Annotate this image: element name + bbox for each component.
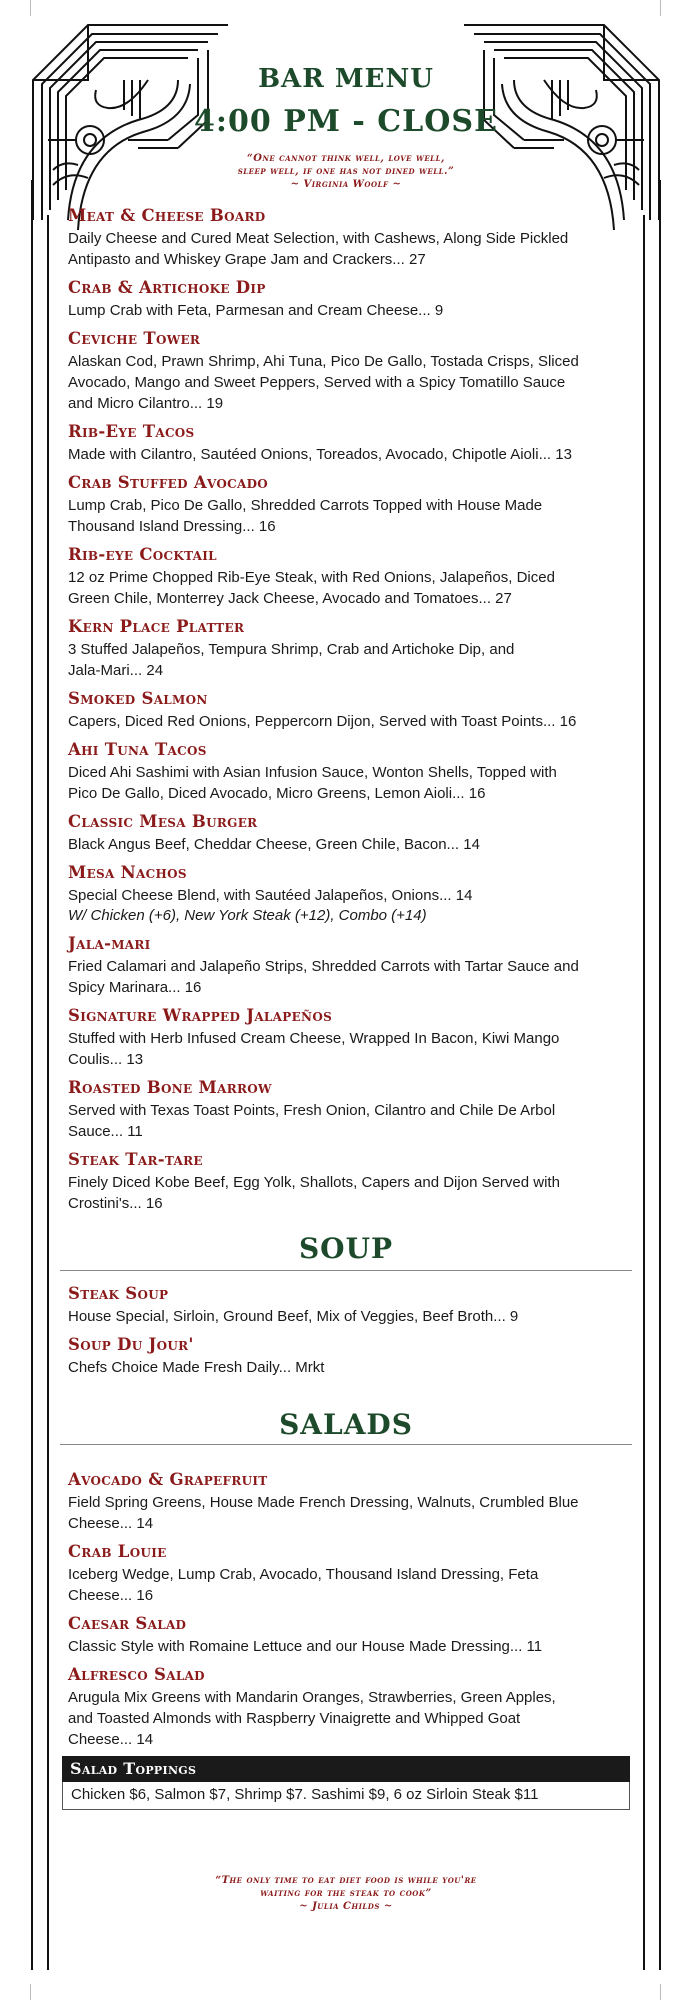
quote-line: sleep well, if one has not dined well.” [237, 166, 455, 177]
crop-mark [30, 0, 31, 16]
menu-item [68, 1333, 628, 1384]
crop-mark [660, 0, 661, 16]
menu-item [68, 1282, 628, 1333]
menu-item-name: Rib-Eye Tacos [68, 422, 195, 441]
description-line: Antipasto and Whiskey Grape Jam and Crackers... 27 [68, 251, 426, 268]
description-line: Daily Cheese and Cured Meat Selection, with Cashews, Along Side Pickled [68, 230, 569, 247]
menu-item-description [68, 834, 628, 861]
quote-line: waiting for the steak to cook” [260, 1888, 432, 1899]
menu-item-name: Soup Du Jour' [68, 1335, 194, 1354]
menu-item [68, 932, 628, 1004]
divider [60, 1444, 632, 1445]
description-line: 3 Stuffed Jalapeños, Tempura Shrimp, Crab and Artichoke Dip, and [68, 641, 515, 658]
menu-title: BAR MENU [258, 64, 434, 94]
menu-item-name: Signature Wrapped Jalapeños [68, 1006, 333, 1025]
soup-list [68, 1282, 628, 1384]
frame-left-inner [47, 215, 49, 1970]
description-line: Black Angus Beef, Cheddar Cheese, Green Chile, Bacon... 14 [68, 836, 480, 853]
menu-item [68, 1612, 628, 1663]
crop-mark [30, 1984, 31, 2000]
quote-line: “The only time to eat diet food is while you're [215, 1875, 477, 1886]
description-line: Sauce... 11 [68, 1123, 143, 1140]
salad-toppings-text: Chicken $6, Salmon $7, Shrimp $7. Sashimi $9, 6 oz Sirloin Steak $11 [62, 1782, 630, 1810]
menu-item-addons: W/ Chicken (+6), New York Steak (+12), Combo (+14) [68, 907, 427, 924]
menu-item-description [68, 711, 628, 738]
description-line: Cheese... 14 [68, 1515, 154, 1532]
menu-item [68, 1148, 628, 1220]
description-line: and Micro Cilantro... 19 [68, 395, 224, 412]
menu-item [68, 1468, 628, 1540]
menu-item-description [68, 1687, 628, 1756]
menu-item-name: Caesar Salad [68, 1614, 187, 1633]
crop-mark [660, 1984, 661, 2000]
description-line: Classic Style with Romaine Lettuce and our House Made Dressing... 11 [68, 1638, 543, 1655]
soup-heading: SOUP [298, 1232, 394, 1265]
menu-item-name: Jala-mari [68, 934, 151, 953]
menu-item [68, 1540, 628, 1612]
frame-left-outer [31, 180, 33, 1970]
description-line: Stuffed with Herb Infused Cream Cheese, Wrapped In Bacon, Kiwi Mango [68, 1030, 560, 1047]
menu-item-name: Kern Place Platter [68, 617, 245, 636]
description-line: Jala-Mari... 24 [68, 662, 164, 679]
menu-item [68, 687, 628, 738]
menu-item-name: Avocado & Grapefruit [68, 1470, 268, 1489]
menu-item [68, 738, 628, 810]
quote-attribution: ~ Virginia Woolf ~ [290, 179, 402, 190]
description-line: Lump Crab, Pico De Gallo, Shredded Carrots Topped with House Made [68, 497, 543, 514]
menu-item [68, 471, 628, 543]
menu-item-description [68, 956, 628, 1004]
description-line: Pico De Gallo, Diced Avocado, Micro Greens, Lemon Aioli... 16 [68, 785, 486, 802]
salads-list [68, 1468, 628, 1756]
menu-item-description [68, 1028, 628, 1076]
menu-item-description [68, 300, 628, 327]
menu-item-name: Alfresco Salad [68, 1665, 205, 1684]
quote-attribution: ~ Julia Childs ~ [299, 1901, 393, 1912]
description-line: Spicy Marinara... 16 [68, 979, 202, 996]
salads-heading: SALADS [279, 1408, 413, 1441]
quote-line: “One cannot think well, love well, [247, 153, 445, 164]
description-line: Field Spring Greens, House Made French Dressing, Walnuts, Crumbled Blue [68, 1494, 579, 1511]
menu-item-description [68, 567, 628, 615]
menu-item [68, 276, 628, 327]
menu-item-name: Mesa Nachos [68, 863, 187, 882]
menu-item-description [68, 762, 628, 810]
menu-item-name: Ceviche Tower [68, 329, 201, 348]
menu-item-description [68, 639, 628, 687]
menu-item-description [68, 1100, 628, 1148]
description-line: Alaskan Cod, Prawn Shrimp, Ahi Tuna, Pico De Gallo, Tostada Crisps, Sliced [68, 353, 579, 370]
menu-item [68, 861, 628, 932]
menu-item-name: Ahi Tuna Tacos [68, 740, 207, 759]
menu-item-name: Crab Stuffed Avocado [68, 473, 269, 492]
description-line: Coulis... 13 [68, 1051, 144, 1068]
description-line: Chefs Choice Made Fresh Daily... Mrkt [68, 1359, 325, 1376]
menu-item-name: Crab Louie [68, 1542, 167, 1561]
frame-right-outer [659, 180, 661, 1970]
description-line: Served with Texas Toast Points, Fresh Onion, Cilantro and Chile De Arbol [68, 1102, 556, 1119]
description-line: Iceberg Wedge, Lump Crab, Avocado, Thousand Island Dressing, Feta [68, 1566, 539, 1583]
menu-item [68, 615, 628, 687]
description-line: Capers, Diced Red Onions, Peppercorn Dijon, Served with Toast Points... 16 [68, 713, 577, 730]
description-line: Finely Diced Kobe Beef, Egg Yolk, Shallots, Capers and Dijon Served with [68, 1174, 560, 1191]
menu-item-description [68, 1564, 628, 1612]
description-line: House Special, Sirloin, Ground Beef, Mix of Veggies, Beef Broth... 9 [68, 1308, 519, 1325]
description-line: Diced Ahi Sashimi with Asian Infusion Sauce, Wonton Shells, Topped with [68, 764, 557, 781]
description-line: Crostini's... 16 [68, 1195, 163, 1212]
frame-right-inner [643, 215, 645, 1970]
menu-item-name: Roasted Bone Marrow [68, 1078, 272, 1097]
description-line: Cheese... 16 [68, 1587, 154, 1604]
menu-item-name: Meat & Cheese Board [68, 206, 266, 225]
description-line: Lump Crab with Feta, Parmesan and Cream Cheese... 9 [68, 302, 444, 319]
description-line: Made with Cilantro, Sautéed Onions, Toreados, Avocado, Chipotle Aioli... 13 [68, 446, 572, 463]
menu-item [68, 810, 628, 861]
description-line: Cheese... 14 [68, 1731, 154, 1748]
description-line: Fried Calamari and Jalapeño Strips, Shredded Carrots with Tartar Sauce and [68, 958, 579, 975]
menu-item-description [68, 1357, 628, 1384]
menu-item-description [68, 1172, 628, 1220]
description-line: Avocado, Mango and Sweet Peppers, Served with a Spicy Tomatillo Sauce [68, 374, 566, 391]
description-line: Arugula Mix Greens with Mandarin Oranges, Strawberries, Green Apples, [68, 1689, 556, 1706]
menu-item-description [68, 228, 628, 276]
menu-hours: 4:00 PM - CLOSE [194, 104, 498, 139]
divider [60, 1270, 632, 1271]
description-line: and Toasted Almonds with Raspberry Vinaigrette and Whipped Goat [68, 1710, 521, 1727]
menu-item-name: Rib-eye Cocktail [68, 545, 217, 564]
menu-item [68, 1663, 628, 1756]
description-line: Special Cheese Blend, with Sautéed Jalapeños, Onions... 14 [68, 887, 473, 904]
menu-item-name: Steak Tar-tare [68, 1150, 203, 1169]
menu-item [68, 204, 628, 276]
menu-item-name: Steak Soup [68, 1284, 169, 1303]
description-line: 12 oz Prime Chopped Rib-Eye Steak, with Red Onions, Jalapeños, Diced [68, 569, 555, 586]
menu-item-description [68, 1306, 628, 1333]
menu-item-name: Crab & Artichoke Dip [68, 278, 266, 297]
menu-item [68, 1004, 628, 1076]
footer-quote [0, 1874, 692, 1913]
menu-item-description [68, 1636, 628, 1663]
menu-item-name: Smoked Salmon [68, 689, 208, 708]
description-line: Thousand Island Dressing... 16 [68, 518, 276, 535]
menu-item [68, 327, 628, 420]
menu-item-name: Classic Mesa Burger [68, 812, 258, 831]
salad-toppings-heading: Salad Toppings [62, 1756, 630, 1782]
description-line: Green Chile, Monterrey Jack Cheese, Avocado and Tomatoes... 27 [68, 590, 512, 607]
menu-item-description [68, 444, 628, 471]
menu-item-description [68, 495, 628, 543]
menu-item-description [68, 1492, 628, 1540]
menu-item [68, 420, 628, 471]
header-quote [0, 152, 692, 191]
menu-item [68, 1076, 628, 1148]
menu-item [68, 543, 628, 615]
menu-item-description [68, 351, 628, 420]
bar-menu-list [68, 204, 628, 1220]
